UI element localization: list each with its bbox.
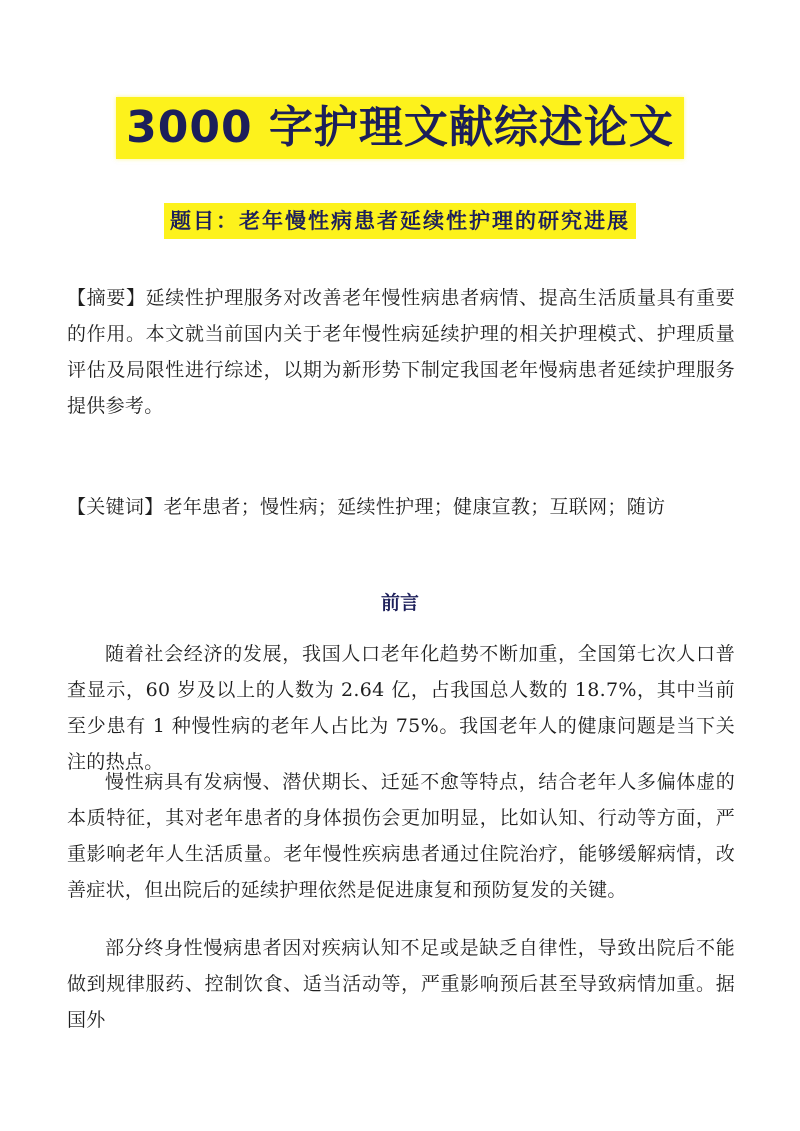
keywords-label: 【关键词】 [67, 496, 164, 518]
body-paragraph: 随着社会经济的发展，我国人口老年化趋势不断加重，全国第七次人口普查显示，60 岁及以上的人数为 2.64 亿，占我国总人数的 18.7%，其中当前至少患有 1 种慢性病的老年人占比为 75%。我国老年人的健康问题是当下关注的热点。 [67, 643, 735, 773]
abstract-text: 延续性护理服务对改善老年慢性病患者病情、提高生活质量具有重要的作用。本文就当前国内关于老年慢性病延续护理的相关护理模式、护理质量评估及局限性进行综述，以期为新形势下制定我国老年慢病患者延续护理服务提供参考。 [67, 287, 735, 417]
body-paragraph: 部分终身性慢病患者因对疾病认知不足或是缺乏自律性，导致出院后不能做到规律服药、控制饮食、适当活动等，严重影响预后甚至导致病情加重。据国外 [67, 937, 735, 1031]
abstract-paragraph [67, 280, 735, 424]
section-heading-preface: 前言 [380, 592, 419, 614]
main-title-container [0, 97, 800, 159]
main-title: 3000 字护理文献综述论文 [116, 97, 684, 159]
paper-subtitle: 题目：老年慢性病患者延续性护理的研究进展 [164, 203, 636, 239]
keywords-text: 老年患者；慢性病；延续性护理；健康宣教；互联网；随访 [163, 496, 666, 518]
subtitle-container [0, 203, 800, 239]
keywords-paragraph [67, 489, 735, 525]
body-paragraph: 慢性病具有发病慢、潜伏期长、迁延不愈等特点，结合老年人多偏体虚的本质特征，其对老年患者的身体损伤会更加明显，比如认知、行动等方面，严重影响老年人生活质量。老年慢性疾病患者通过住院治疗，能够缓解病情，改善症状，但出院后的延续护理依然是促进康复和预防复发的关键。 [67, 771, 735, 901]
abstract-label: 【摘要】 [67, 287, 146, 309]
